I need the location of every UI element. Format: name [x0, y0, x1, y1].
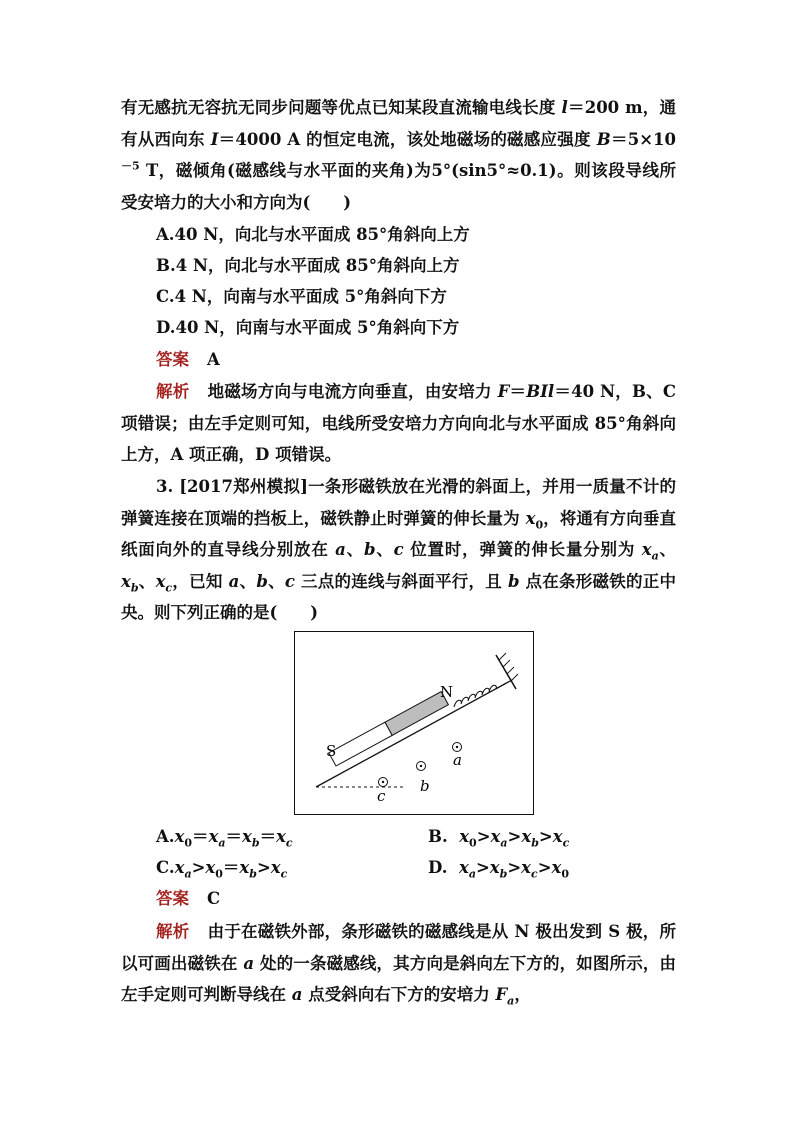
- q3-analysis-label: 解析: [156, 922, 190, 941]
- opt-letter: A.: [156, 827, 175, 846]
- q3-number-source: 3. [2017郑州模拟]: [156, 477, 308, 496]
- sub-a: a: [507, 994, 515, 1008]
- sub-0: 0: [184, 836, 193, 850]
- var-x: x: [459, 827, 470, 846]
- sep: 、: [239, 571, 257, 591]
- sub-a: a: [218, 836, 226, 850]
- var-x: x: [489, 858, 500, 877]
- op: >: [538, 827, 553, 846]
- var-x: x: [155, 571, 166, 591]
- op: >: [475, 858, 490, 877]
- var-b: b: [256, 571, 268, 591]
- sub-a: a: [500, 836, 508, 850]
- var-B: B: [596, 129, 611, 149]
- q3-answer-value: C: [207, 889, 221, 908]
- q3-text-5: 三点的连线与斜面平行，且: [294, 571, 508, 591]
- var-x: x: [551, 858, 562, 877]
- var-b: b: [507, 571, 520, 591]
- q3-option-c: [156, 857, 287, 879]
- magnet-on-incline-figure: [294, 631, 534, 815]
- op: ＝: [259, 827, 277, 846]
- var-x: x: [270, 858, 281, 877]
- var-x: x: [174, 858, 185, 877]
- var-x: x: [521, 827, 532, 846]
- intro-text-3: ＝4000 A 的恒定电流，该处地磁场的磁感应强度: [218, 129, 597, 149]
- var-x: x: [239, 858, 250, 877]
- var-x: x: [242, 827, 252, 846]
- var-x: x: [205, 858, 216, 877]
- spring-end: [496, 683, 506, 689]
- var-x: x: [458, 858, 469, 877]
- sep: 、: [658, 540, 677, 559]
- sub-b: b: [130, 580, 139, 594]
- opt-letter: B.: [428, 827, 448, 846]
- var-c: c: [393, 540, 404, 559]
- q2-analysis: [121, 376, 676, 471]
- q3-text-4: ，已知: [172, 571, 229, 591]
- var-BIl: BIl: [526, 382, 555, 401]
- op: >: [256, 858, 271, 877]
- label-a: a: [453, 751, 462, 769]
- equals-sign: ＝: [509, 382, 527, 401]
- var-F: F: [495, 985, 508, 1004]
- sub-b: b: [251, 836, 260, 850]
- label-s: S: [326, 742, 337, 760]
- var-x: x: [276, 827, 286, 846]
- spring: [454, 685, 496, 707]
- sub-c: c: [562, 836, 570, 850]
- intro-text-5: T，磁倾角(磁感线与水平面的夹角)为5°(sin5°≈0.1)。则该段导线所受安培力的大小和方向为( ): [121, 161, 676, 212]
- sep: 、: [345, 540, 364, 559]
- magnet-s-half: [329, 722, 392, 766]
- label-n: N: [440, 683, 454, 701]
- var-a: a: [243, 953, 255, 973]
- op: >: [191, 858, 206, 877]
- intro-paragraph: [121, 92, 676, 218]
- var-a: a: [228, 571, 240, 591]
- q3-answer-label: 答案: [156, 889, 189, 908]
- op: ＝: [192, 827, 209, 846]
- sub-b: b: [499, 867, 508, 881]
- sub-a: a: [468, 867, 476, 881]
- var-x: x: [208, 827, 219, 846]
- var-x: x: [490, 827, 501, 846]
- q3-option-a: [156, 826, 293, 848]
- op: ＝: [222, 858, 240, 877]
- var-F: F: [497, 382, 510, 401]
- sub-c: c: [165, 580, 173, 594]
- sub-0: 0: [215, 867, 223, 881]
- sub-b: b: [531, 836, 539, 850]
- sub-c: c: [280, 867, 288, 881]
- op: >: [507, 858, 522, 877]
- q3-text-3: 位置时，弹簧的伸长量分别为: [403, 540, 642, 559]
- var-I: I: [210, 129, 219, 149]
- sub-0: 0: [469, 836, 477, 850]
- q2-option-c: C.4 N，向南与水平面成 5°角斜向下方: [156, 287, 447, 306]
- q2-answer-value: A: [207, 350, 220, 369]
- incline-line: [316, 680, 512, 787]
- q2-option-a: A.40 N，向北与水平面成 85°角斜向上方: [156, 225, 470, 244]
- intro-text-4: ＝5×10: [610, 129, 676, 149]
- q3-option-b: [428, 826, 569, 848]
- var-c: c: [284, 571, 295, 591]
- exponent: －5: [121, 159, 140, 173]
- q3-text-1: 一条形磁铁放在光滑的斜面上，并用一质量不计的弹簧连接在顶端的挡板上，磁铁静止时弹簧的伸长量为: [121, 477, 677, 528]
- wire-b-icon: [417, 762, 426, 771]
- var-x: x: [174, 827, 185, 846]
- opt-letter: C.: [156, 858, 175, 877]
- label-c: c: [377, 787, 386, 805]
- sub-c: c: [531, 867, 538, 881]
- q3-text-6: 点在条形磁铁的正中央。则下列正确的是( ): [121, 571, 677, 622]
- bar-magnet: [329, 692, 449, 766]
- sep: 、: [267, 571, 285, 591]
- sub-0: 0: [561, 867, 570, 881]
- var-a: a: [335, 540, 346, 559]
- sub-b: b: [249, 867, 257, 881]
- label-b: b: [420, 777, 430, 795]
- op: >: [507, 827, 522, 846]
- q2-option-b: B.4 N，向北与水平面成 85°角斜向上方: [156, 256, 460, 275]
- var-b: b: [363, 540, 376, 559]
- var-a: a: [291, 985, 303, 1004]
- q2-analysis-text-2: ＝40 N，B、C 项错误；由左手定则可知，电线所受安培力方向向北与水平面成 85°角斜向上方，A 项正确，D 项错误。: [121, 382, 677, 464]
- q2-analysis-label: 解析: [156, 382, 190, 401]
- op: >: [537, 858, 552, 877]
- wire-c-icon: [379, 778, 388, 787]
- q3-stem: [121, 471, 676, 629]
- q2-answer: [156, 349, 220, 371]
- q3-analysis-text-2: 处的一条磁感线，其方向是斜向左下方的，如图所示，由左手定则可判断导线在: [121, 953, 677, 1004]
- q3-answer: [156, 888, 220, 910]
- sep: 、: [375, 540, 394, 559]
- q3-analysis: 解析 由于在磁铁外部，条形磁铁的磁感线是从 N 极出发到 S 极，所以可画出磁铁在 a 处的一条磁感线，其方向是斜向左下方的，如图所示，由左手定则可判断导线在 a 点受斜向右下方的安培力 $F_a$，: [121, 922, 677, 1008]
- magnet-n-half: [385, 692, 448, 736]
- q3-analysis-text-3: 点受斜向右下方的安培力: [302, 985, 496, 1004]
- sub-0: 0: [535, 517, 544, 531]
- var-l: l: [561, 98, 568, 117]
- q3-text-2: ，将通有方向垂直纸面向外的直导线分别放在: [121, 508, 677, 559]
- var-x: x: [525, 508, 536, 528]
- var-x: x: [552, 827, 563, 846]
- q3-option-d: [428, 857, 569, 879]
- op: >: [476, 827, 491, 846]
- q3-analysis-text-1: 由于在磁铁外部，条形磁铁的磁感线是从 N 极出发到 S 极，所以可画出磁铁在: [121, 922, 676, 973]
- op: ＝: [225, 827, 243, 846]
- sub-a: a: [184, 867, 192, 881]
- intro-text-2: ＝200 m，通有从西向东: [121, 98, 676, 149]
- q2-answer-label: 答案: [156, 350, 189, 369]
- intro-text-1: 有无感抗无容抗无同步问题等优点已知某段直流输电线长度: [121, 98, 562, 117]
- q2-option-d: D.40 N，向南与水平面成 5°角斜向下方: [156, 318, 460, 337]
- sub-a: a: [651, 549, 659, 563]
- sub-c: c: [285, 836, 293, 850]
- sep: 、: [138, 571, 156, 591]
- var-x: x: [121, 571, 131, 591]
- opt-letter: D.: [428, 858, 448, 877]
- var-x: x: [521, 858, 531, 877]
- q2-analysis-text-1: 地磁场方向与电流方向垂直，由安培力: [207, 382, 498, 401]
- var-x: x: [641, 540, 652, 559]
